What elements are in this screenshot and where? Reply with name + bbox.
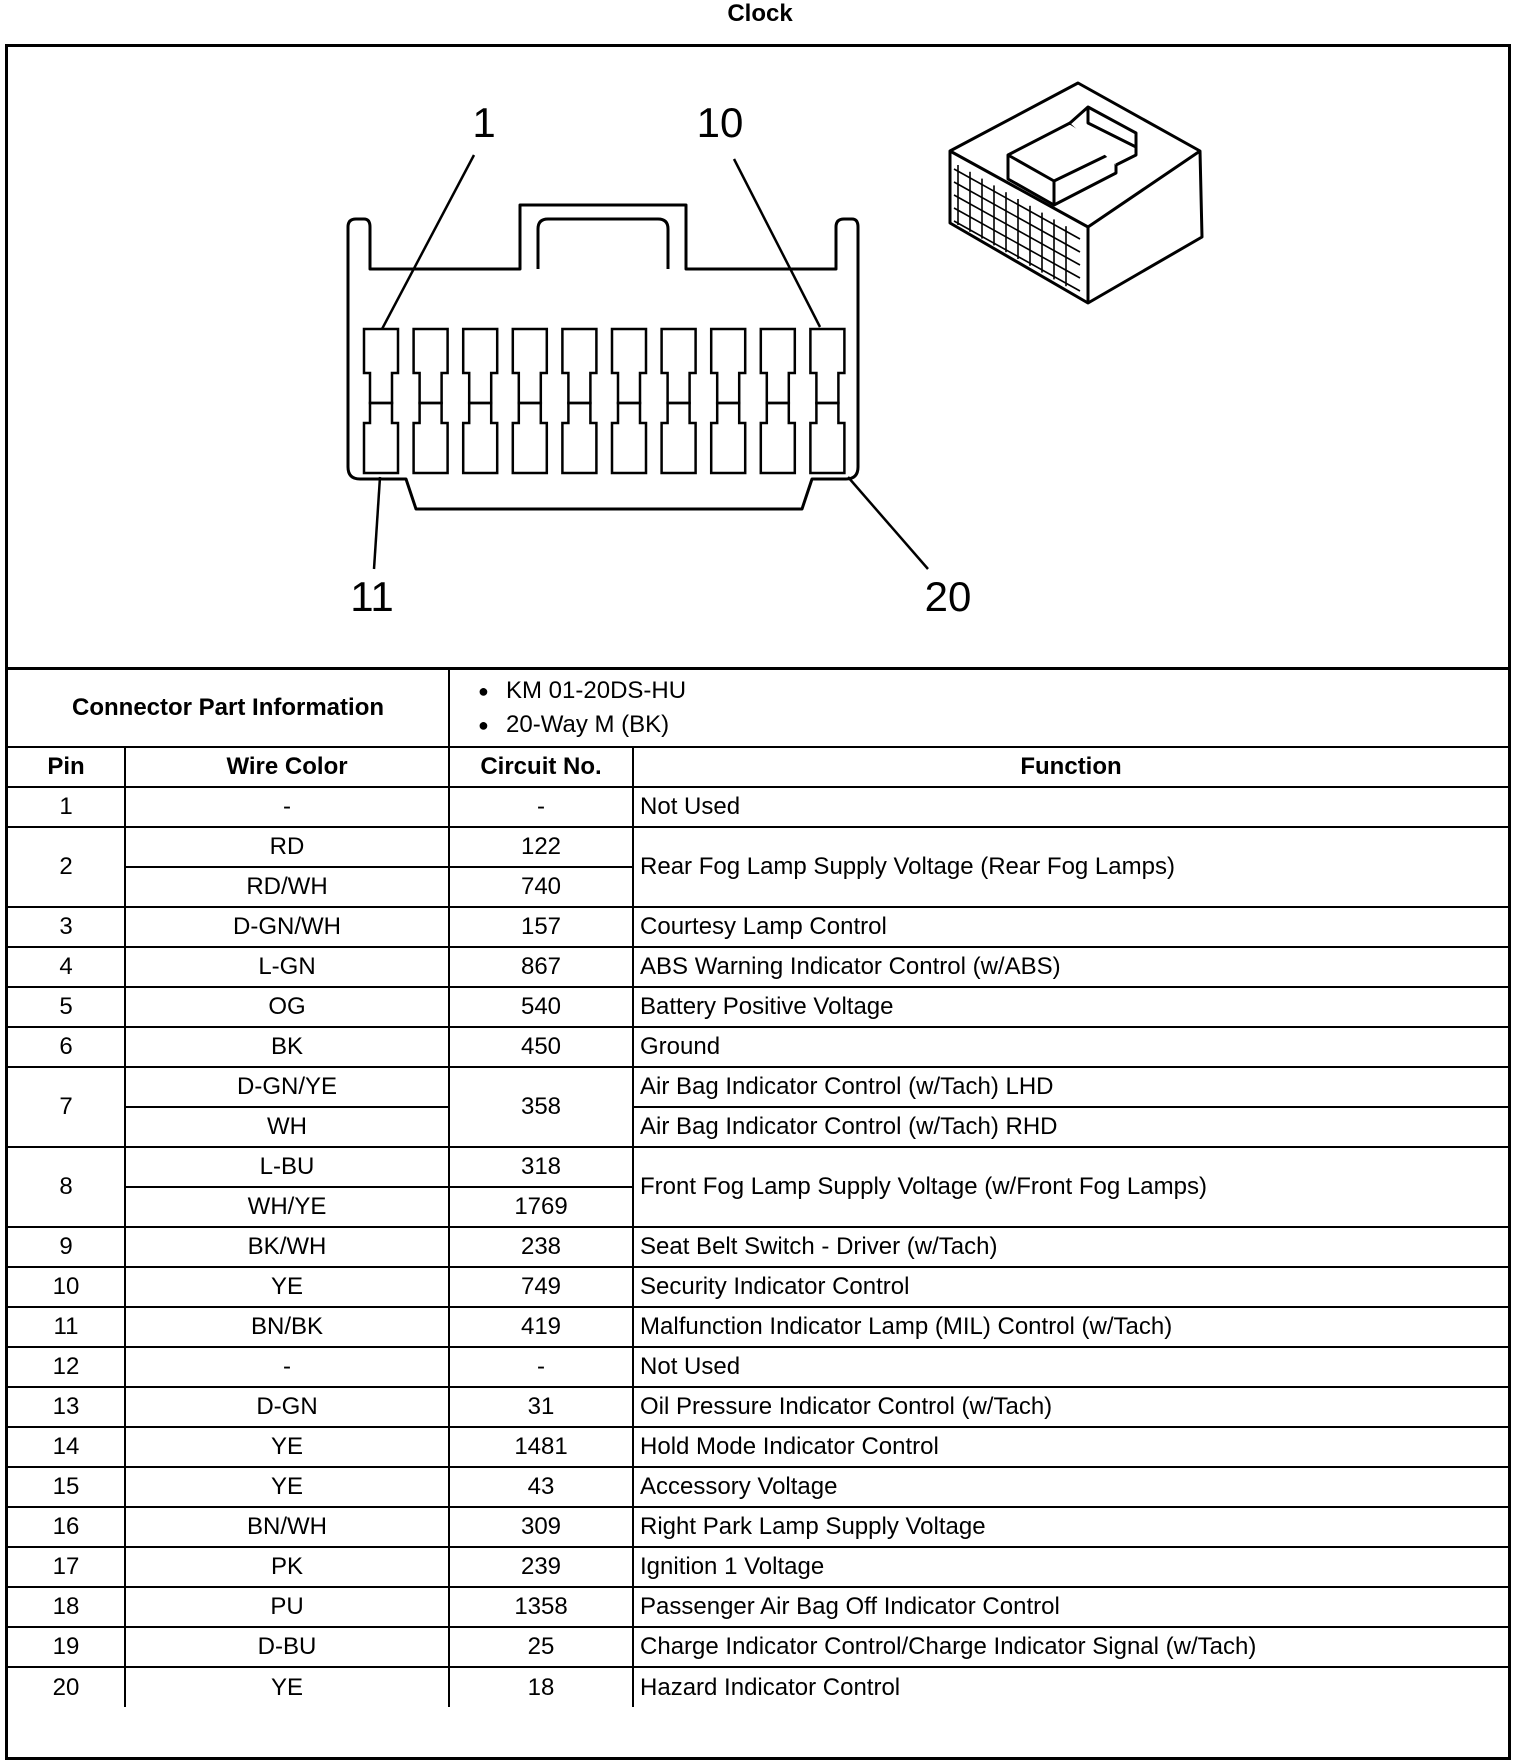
cell-function: Ground [633, 1027, 1508, 1067]
part-info-cell [449, 669, 1508, 748]
leader-line-20 [848, 477, 928, 569]
cell-wire-color: YE [125, 1467, 449, 1507]
connector-frame [5, 44, 1511, 1760]
cell-circuit: 740 [449, 867, 633, 907]
cell-wire-color: - [125, 787, 449, 827]
connector-pinout-table [8, 667, 1508, 1707]
cell-function: Hazard Indicator Control [633, 1667, 1508, 1707]
part-info-list [450, 670, 1508, 746]
cell-wire-color: D-GN [125, 1387, 449, 1427]
header-circuit: Circuit No. [449, 747, 633, 787]
pin-cavity [662, 403, 696, 473]
cell-function: Hold Mode Indicator Control [633, 1427, 1508, 1467]
cell-function: Charge Indicator Control/Charge Indicator Signal (w/Tach) [633, 1627, 1508, 1667]
cell-pin: 6 [8, 1027, 125, 1067]
cell-wire-color: BK/WH [125, 1227, 449, 1267]
cell-pin: 7 [8, 1067, 125, 1147]
header-pin: Pin [8, 747, 125, 787]
cell-circuit: 25 [449, 1627, 633, 1667]
table-row [8, 1387, 1508, 1427]
cell-wire-color: L-BU [125, 1147, 449, 1187]
cell-wire-color: YE [125, 1267, 449, 1307]
table-row [8, 907, 1508, 947]
connector-latch [538, 219, 668, 269]
cell-pin: 9 [8, 1227, 125, 1267]
pin-cavity [463, 329, 497, 403]
pin-cavities [364, 329, 844, 473]
part-info-item: ● 20-Way M (BK) [478, 708, 1508, 742]
cell-function: Seat Belt Switch - Driver (w/Tach) [633, 1227, 1508, 1267]
cell-pin: 12 [8, 1347, 125, 1387]
cell-circuit: 358 [449, 1067, 633, 1147]
table-row [8, 827, 1508, 867]
pin-cavity [513, 403, 547, 473]
pin-cavity [463, 403, 497, 473]
table-row [8, 1227, 1508, 1267]
cell-pin: 14 [8, 1427, 125, 1467]
cell-circuit: 309 [449, 1507, 633, 1547]
cell-circuit: 122 [449, 827, 633, 867]
table-row [8, 1107, 1508, 1147]
cell-wire-color: BK [125, 1027, 449, 1067]
table-row [8, 1267, 1508, 1307]
cell-function: Front Fog Lamp Supply Voltage (w/Front Fog Lamps) [633, 1147, 1508, 1227]
cell-pin: 10 [8, 1267, 125, 1307]
pin-cavity [364, 403, 398, 473]
cell-pin: 4 [8, 947, 125, 987]
cell-circuit: 31 [449, 1387, 633, 1427]
pin-cavity [810, 329, 844, 403]
cell-pin: 1 [8, 787, 125, 827]
cell-pin: 16 [8, 1507, 125, 1547]
cell-function: Passenger Air Bag Off Indicator Control [633, 1587, 1508, 1627]
cell-pin: 5 [8, 987, 125, 1027]
table-row [8, 1347, 1508, 1387]
connector-3d-view [950, 83, 1202, 303]
cell-wire-color: BN/WH [125, 1507, 449, 1547]
cell-pin: 8 [8, 1147, 125, 1227]
pin-cavity [761, 403, 795, 473]
pin-cavity [810, 403, 844, 473]
cell-circuit: 18 [449, 1667, 633, 1707]
cell-circuit: - [449, 1347, 633, 1387]
cell-function: Right Park Lamp Supply Voltage [633, 1507, 1508, 1547]
cell-wire-color: RD/WH [125, 867, 449, 907]
cell-circuit: 540 [449, 987, 633, 1027]
cell-circuit: 318 [449, 1147, 633, 1187]
cell-circuit: 1481 [449, 1427, 633, 1467]
pin-cavity [562, 329, 596, 403]
cell-wire-color: - [125, 1347, 449, 1387]
callout-pin-10: 10 [696, 99, 744, 146]
cell-wire-color: PK [125, 1547, 449, 1587]
cell-pin: 20 [8, 1667, 125, 1707]
cell-function: Accessory Voltage [633, 1467, 1508, 1507]
cell-wire-color: BN/BK [125, 1307, 449, 1347]
table-row [8, 1507, 1508, 1547]
table-row [8, 1467, 1508, 1507]
cell-function: Oil Pressure Indicator Control (w/Tach) [633, 1387, 1508, 1427]
cell-function: Air Bag Indicator Control (w/Tach) LHD [633, 1067, 1508, 1107]
pin-cavity [612, 403, 646, 473]
cell-circuit: 238 [449, 1227, 633, 1267]
cell-circuit: 419 [449, 1307, 633, 1347]
table-row [8, 1627, 1508, 1667]
pin-cavity [761, 329, 795, 403]
part-info-label: Connector Part Information [8, 669, 449, 748]
pin-cavity [662, 329, 696, 403]
cell-function: Battery Positive Voltage [633, 987, 1508, 1027]
table-row [8, 1547, 1508, 1587]
cell-circuit: 867 [449, 947, 633, 987]
callout-pin-1: 1 [472, 99, 496, 146]
cell-function: Security Indicator Control [633, 1267, 1508, 1307]
cell-circuit: 157 [449, 907, 633, 947]
cell-circuit: 1769 [449, 1187, 633, 1227]
leader-line-11 [374, 477, 380, 569]
table-row [8, 1067, 1508, 1107]
table-row [8, 987, 1508, 1027]
cell-circuit: - [449, 787, 633, 827]
cell-pin: 11 [8, 1307, 125, 1347]
table-row [8, 1427, 1508, 1467]
cell-function: Courtesy Lamp Control [633, 907, 1508, 947]
header-function: Function [633, 747, 1508, 787]
cell-wire-color: WH/YE [125, 1187, 449, 1227]
pin-cavity [711, 329, 745, 403]
pin-cavity [711, 403, 745, 473]
page-title: Clock [727, 0, 793, 27]
cell-circuit: 749 [449, 1267, 633, 1307]
part-info-item: ● KM 01-20DS-HU [478, 674, 1508, 708]
pin-cavity [612, 329, 646, 403]
table-row [8, 1307, 1508, 1347]
cell-function: Rear Fog Lamp Supply Voltage (Rear Fog Lamps) [633, 827, 1508, 907]
cell-circuit: 450 [449, 1027, 633, 1067]
cell-function: Not Used [633, 1347, 1508, 1387]
table-row [8, 1027, 1508, 1067]
cell-pin: 13 [8, 1387, 125, 1427]
cell-function: Malfunction Indicator Lamp (MIL) Control (w/Tach) [633, 1307, 1508, 1347]
connector-face-drawing [8, 47, 1508, 667]
cell-function: Air Bag Indicator Control (w/Tach) RHD [633, 1107, 1508, 1147]
pin-cavity [364, 329, 398, 403]
cell-function: Ignition 1 Voltage [633, 1547, 1508, 1587]
pin-cavity [562, 403, 596, 473]
pin-cavity [414, 403, 448, 473]
leader-line-10 [734, 159, 820, 327]
table-row [8, 1667, 1508, 1707]
cell-wire-color: PU [125, 1587, 449, 1627]
cell-wire-color: L-GN [125, 947, 449, 987]
cell-circuit: 43 [449, 1467, 633, 1507]
header-wire-color: Wire Color [125, 747, 449, 787]
table-row [8, 947, 1508, 987]
connector-diagram [8, 47, 1508, 667]
cell-wire-color: YE [125, 1427, 449, 1467]
cell-pin: 18 [8, 1587, 125, 1627]
pin-cavity [414, 329, 448, 403]
cell-wire-color: YE [125, 1667, 449, 1707]
pin-cavity [513, 329, 547, 403]
table-row [8, 1147, 1508, 1187]
cell-pin: 15 [8, 1467, 125, 1507]
cell-function: ABS Warning Indicator Control (w/ABS) [633, 947, 1508, 987]
cell-circuit: 1358 [449, 1587, 633, 1627]
cell-circuit: 239 [449, 1547, 633, 1587]
cell-function: Not Used [633, 787, 1508, 827]
cell-wire-color: OG [125, 987, 449, 1027]
cell-pin: 3 [8, 907, 125, 947]
cell-pin: 2 [8, 827, 125, 907]
connector-outline [348, 205, 858, 467]
cell-pin: 19 [8, 1627, 125, 1667]
table-row [8, 787, 1508, 827]
cell-wire-color: RD [125, 827, 449, 867]
cell-wire-color: D-GN/WH [125, 907, 449, 947]
cell-wire-color: D-BU [125, 1627, 449, 1667]
cell-pin: 17 [8, 1547, 125, 1587]
callout-pin-20: 20 [924, 573, 972, 620]
leader-line-1 [382, 155, 474, 329]
cell-wire-color: D-GN/YE [125, 1067, 449, 1107]
callout-pin-11: 11 [350, 573, 394, 620]
cell-wire-color: WH [125, 1107, 449, 1147]
table-row [8, 1587, 1508, 1627]
